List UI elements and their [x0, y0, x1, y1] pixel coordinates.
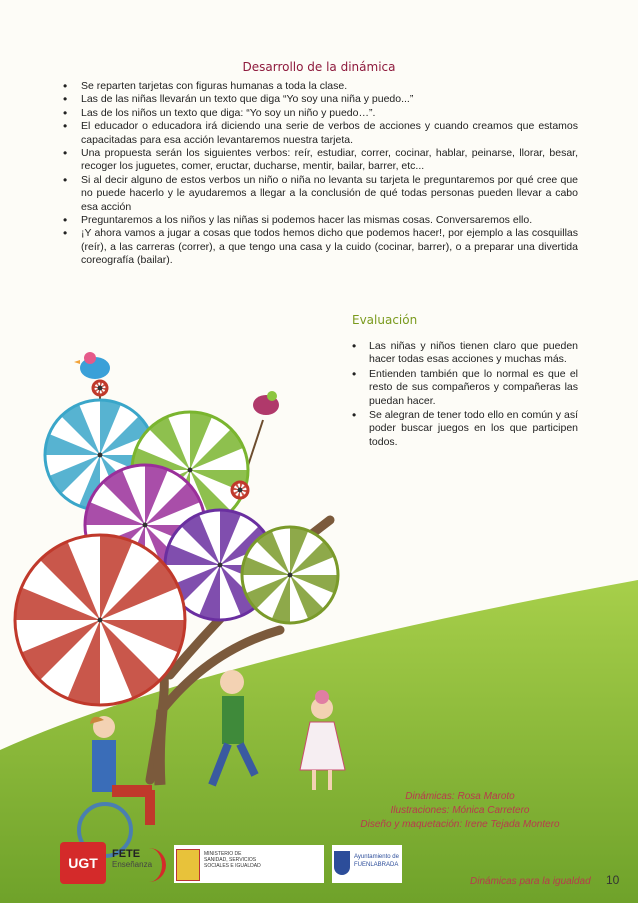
- evaluacion-title: Evaluación: [352, 313, 418, 327]
- ayuntamiento-logo: Ayuntamiento de FUENLABRADA: [332, 845, 402, 883]
- pinwheel: [242, 527, 338, 623]
- credits: [340, 790, 580, 832]
- list-item: • Las de los niños un texto que diga: “Yo soy un niño y puedo…”.: [63, 107, 578, 120]
- page-number: 10: [606, 873, 620, 887]
- list-item: • Entienden también que lo normal es que el resto de sus compañeros y compañeras las puedan hacer.: [352, 368, 578, 408]
- ministerio-logo: MINISTERIO DE SANIDAD, SERVICIOS SOCIALES E IGUALDAD: [174, 845, 324, 883]
- pinwheel: [93, 381, 107, 395]
- credit-ilustraciones: Ilustraciones: Mónica Carretero: [390, 805, 530, 816]
- shield-icon: [334, 851, 350, 875]
- list-item: • Una propuesta serán los siguientes verbos: reír, estudiar, correr, cocinar, hablar, peinarse, llorar, besar, recoger los juguetes, comer, eructar, ducharse, mentir, bailar, barrer, etc...: [63, 147, 578, 174]
- evaluacion-list: [352, 340, 578, 450]
- list-item: • ¡Y ahora vamos a jugar a cosas que todos hemos dicho que podemos hacer!, por ejemplo a las cosquillas (reír), a las carreras (correr), a que tengo una casa y la cuido (cocinar, barrer), o a preparar una divertida coreografía (bailar).: [63, 227, 578, 267]
- credit-diseno: Diseño y maquetación: Irene Tejada Montero: [360, 819, 560, 830]
- list-item: • Preguntaremos a los niños y las niñas si podemos hacer las mismas cosas. Conversaremos ello.: [63, 214, 578, 227]
- list-item: • El educador o educadora irá diciendo una serie de verbos de acciones y cuando creamos que estamos capacitadas para esa acción levantaremos nuestra tarjeta.: [63, 120, 578, 147]
- desarrollo-list: [63, 80, 578, 268]
- pinwheel: [232, 482, 248, 498]
- list-item: • Las de las niñas llevarán un texto que diga “Yo soy una niña y puedo...”: [63, 93, 578, 106]
- bird-icon: [74, 352, 110, 379]
- pinwheel: [15, 535, 185, 705]
- ugt-logo: UGT: [60, 842, 106, 884]
- list-item: • Se alegran de tener todo ello en común y así poder buscar juegos en los que participen todos.: [352, 409, 578, 449]
- bird-icon: [253, 391, 279, 415]
- list-item: • Si al decir alguno de estos verbos un niño o niña no levanta su tarjeta le preguntaremos por qué cree que no puede hacerlo y le ayudaremos a llegar a la conclusión de qué todas personas pueden llevar a cabo esa acción: [63, 174, 578, 214]
- footer-text: Dinámicas para la igualdad: [470, 876, 591, 887]
- list-item: • Las niñas y niños tienen claro que pueden hacer todas esas acciones y muchas más.: [352, 340, 578, 367]
- credit-dinamicas: Dinámicas: Rosa Maroto: [405, 791, 515, 802]
- desarrollo-title: Desarrollo de la dinámica: [242, 60, 396, 74]
- coat-of-arms-icon: [176, 849, 200, 881]
- fete-logo: FETE Enseñanza: [112, 848, 166, 882]
- list-item: • Se reparten tarjetas con figuras humanas a toda la clase.: [63, 80, 578, 93]
